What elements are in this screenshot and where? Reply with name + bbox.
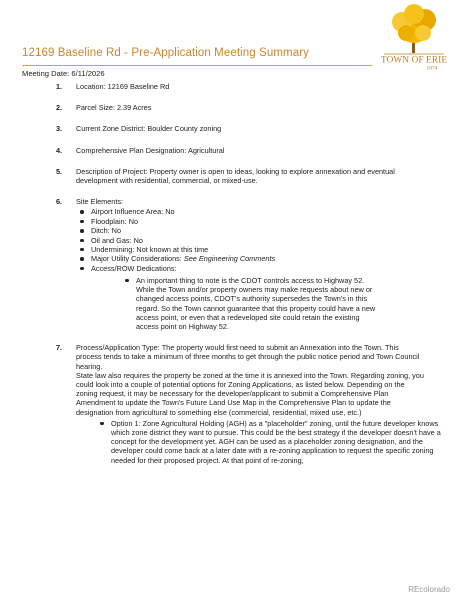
title-divider [22, 65, 372, 66]
sub-list-item-access [76, 264, 426, 331]
item-number: 5. [56, 166, 63, 176]
process-continued-text: State law also requires the property be zoned at the time it is annexed into the Town. Regarding zoning, you could look into a couple of potential options for Zoning Applications, as listed below. Depending on the zoning request, it may be necessary for the developer/applicant to submit a Comprehensive Plan Amendment to update the Town's Future Land Use Map in the Comprehensive Plan to update the designation from agricultural to something else (commercial, residential, mixed use, etc.) [76, 370, 424, 417]
item-number: 3. [56, 124, 63, 134]
item-number: 4. [56, 145, 63, 155]
sub-list-item: Oil and Gas: No [76, 236, 426, 245]
sub-list-item: Undermining: Not known at this time [76, 245, 426, 254]
item-text: Location: 12169 Baseline Rd [76, 82, 170, 91]
item-number: 1. [56, 82, 63, 91]
sub-list-item: Floodplain: No [76, 217, 426, 226]
list-item [56, 146, 426, 155]
access-label: Access/ROW Dedications: [91, 263, 177, 273]
item-number: 7. [56, 343, 63, 353]
item-text: Site Elements: [76, 197, 124, 207]
sub-list-item-utility [76, 254, 426, 263]
list-item [56, 167, 426, 185]
list-item-site-elements [56, 197, 426, 331]
utility-label: Major Utility Considerations: [91, 254, 182, 264]
item-text: Comprehensive Plan Designation: Agricultural [76, 145, 225, 155]
utility-note: See Engineering Comments [183, 254, 276, 264]
access-note: An important thing to note is the CDOT controls access to Highway 52. While the Town and/or property owners may make requests about new or changed access points, CDOT's authority supersedes the Town's in this regard. So the Town cannot guarantee that this property could have a new access point, or even that a redeveloped site could retain the existing access point on Highway 52. [121, 276, 379, 331]
list-item [56, 103, 426, 112]
item-text: Process/Application Type: The property would first need to submit an Annexation into the Town. This process tends to take a minimum of three months to get through the public notice period and Town Council hearing. [76, 343, 420, 371]
item-number: 6. [56, 197, 63, 207]
sub-list-item: Ditch: No [76, 226, 426, 235]
logo-year: 1874 [426, 65, 438, 72]
summary-list [56, 82, 441, 477]
sub-list-item: Airport Influence Area: No [76, 207, 426, 216]
list-item [56, 82, 426, 91]
meeting-date: Meeting Date: 6/11/2026 [22, 69, 105, 78]
access-notes-list [121, 276, 379, 331]
watermark: REcolorado [408, 585, 450, 594]
item-text: Current Zone District: Boulder County zoning [76, 124, 222, 134]
town-of-erie-logo [378, 4, 450, 72]
item-number: 2. [56, 103, 63, 113]
item-text: Description of Project: Property owner is open to ideas, looking to explore annexation and eventual development with residential, commercial, or mixed-use. [76, 166, 395, 186]
site-elements-list [76, 207, 426, 331]
page-title: 12169 Baseline Rd - Pre-Application Meeting Summary [22, 47, 309, 59]
item-text: Parcel Size: 2.39 Acres [76, 103, 152, 113]
option-1-text: Option 1: Zone Agricultural Holding (AGH) as a "placeholder" zoning, until the future developer knows which zone district they want to pursue. This could be the best strategy if the developer doesn't have a concept for the development yet. AGH can be used as a placeholder zoning designation, and the developer could come back at a later date with a re-zoning application to request the specific zoning needed for their proposed project. At that point of re-zoning, [96, 419, 443, 465]
list-item-process [56, 343, 441, 465]
list-item [56, 124, 426, 133]
logo-text: TOWN OF ERIE [380, 55, 448, 66]
